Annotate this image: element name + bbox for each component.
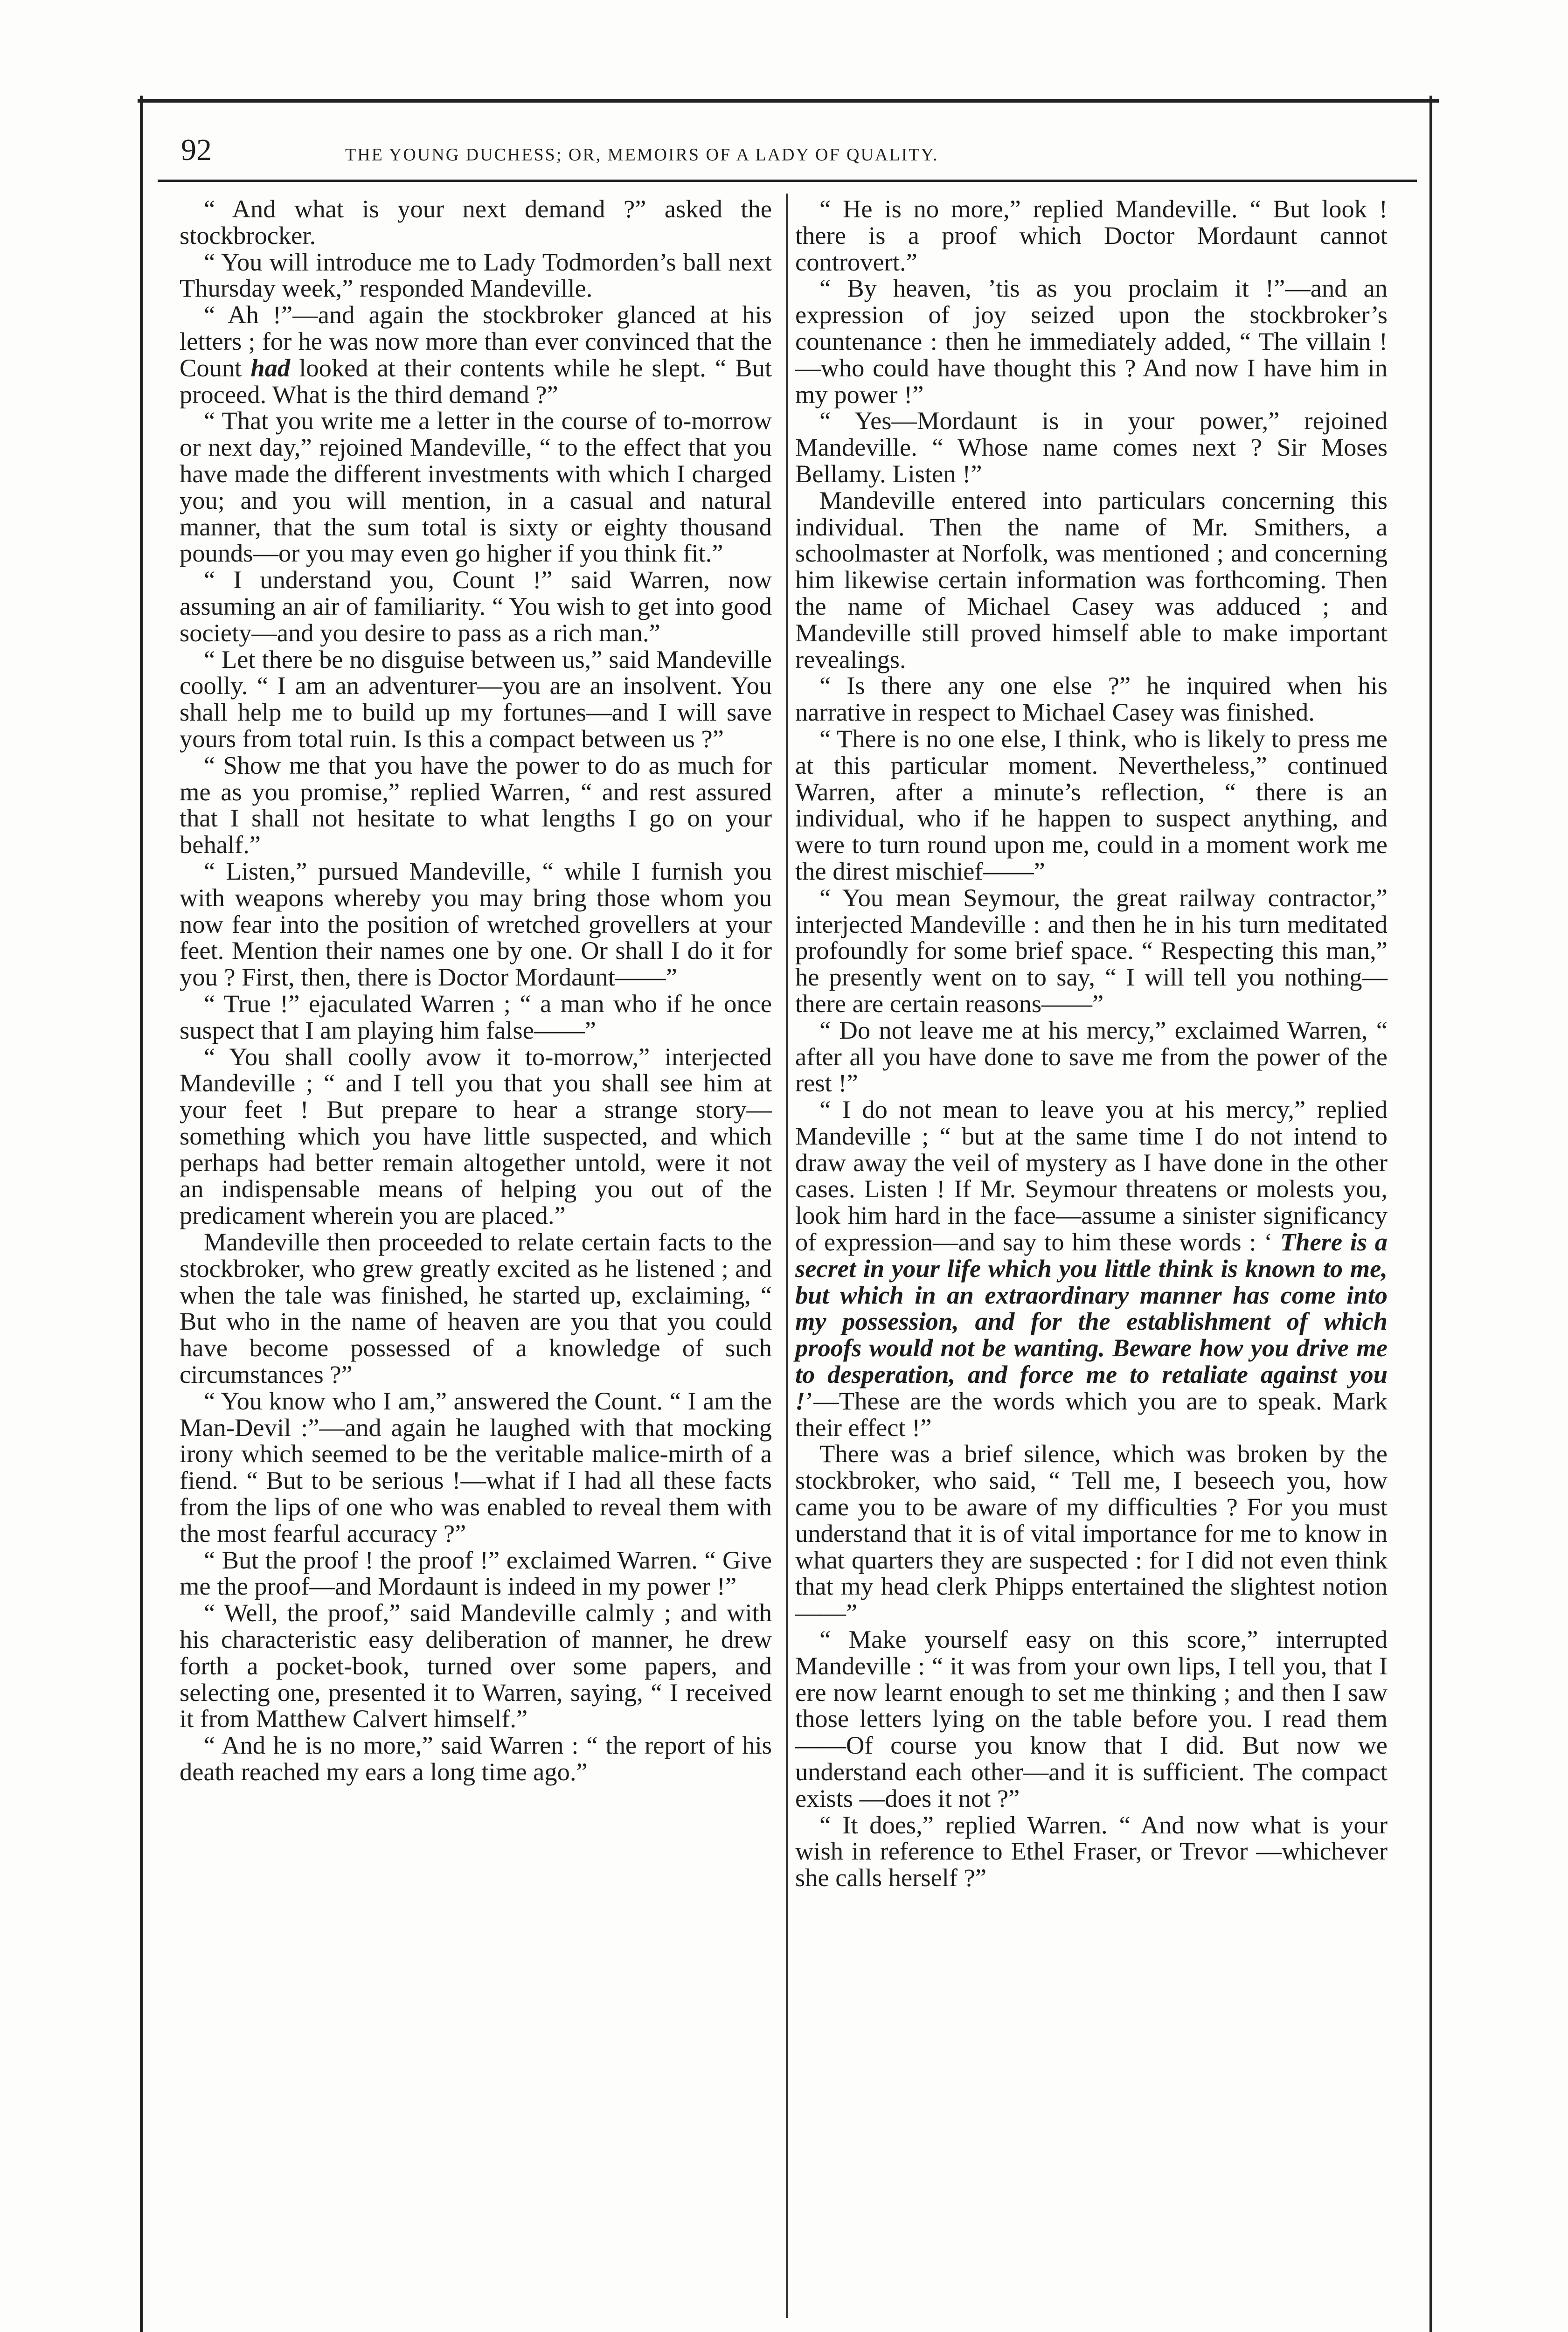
- left-border-rule: [140, 96, 143, 2332]
- paragraph: “ That you write me a letter in the course of to-morrow or next day,” rejoined Mandeville, “ to the effect that you have made the different investments with which I charged you; and you will mention, in a casual and natural manner, that the sum total is sixty or eighty thousand pounds—or you may even go higher if you think fit.”: [180, 406, 772, 568]
- right-border-rule: [1429, 96, 1432, 2332]
- paragraph: “ Let there be no disguise between us,” said Mandeville coolly. “ I am an adventurer—you are an insolvent. You shall help me to build up my fortunes—and I will save yours from total ruin. Is this a compact between us ?”: [180, 645, 772, 753]
- paragraph: “ Listen,” pursued Mandeville, “ while I furnish you with weapons whereby you may bring those whom you now fear into the position of wretched grovellers at your feet. Mention their names one by one. Or shall I do it for you ? First, then, there is Doctor Mordaunt——”: [180, 856, 772, 992]
- paragraph: “ He is no more,” replied Mandeville. “ But look ! there is a proof which Doctor Mordaunt cannot controvert.”: [795, 194, 1388, 276]
- top-border-rule: [138, 99, 1439, 103]
- paragraph: “ You know who I am,” answered the Count. “ I am the Man-Devil :”—and again he laughed with that mocking irony which seemed to be the veritable malice-mirth of a fiend. “ But to be serious !—what if I had all these facts from the lips of one who was enabled to reveal them with the most fearful accuracy ?”: [180, 1386, 772, 1548]
- paragraph: “ You mean Seymour, the great railway contractor,” interjected Mandeville : and then he in his turn meditated profoundly for some brief space. “ Respecting this man,” he presently went on to say, “ I will tell you nothing—there are certain reasons——”: [795, 883, 1388, 1018]
- right-column: [795, 196, 1388, 1891]
- italic-quotation: There is a secret in your life which you little think is known to me, but which in an extraordinary manner has come into my possession, and for the establishment of which proofs would not be wanting. Beware how you drive me to desperation, and force me to retaliate against you !: [795, 1228, 1388, 1415]
- paragraph: “ But the proof ! the proof !” exclaimed Warren. “ Give me the proof—and Mordaunt is indeed in my power !”: [180, 1545, 772, 1601]
- paragraph: “ There is no one else, I think, who is likely to press me at this particular moment. Nevertheless,” continued Warren, after a minute’s reflection, “ there is an individual, who if he happen to suspect anything, and were to turn round upon me, could in a moment work me the direst mischief——”: [795, 724, 1388, 885]
- paragraph: Mandeville entered into particulars concerning this individual. Then the name of Mr. Smithers, a schoolmaster at Norfolk, was mentioned ; and concerning him likewise certain information was forthcoming. Then the name of Michael Casey was adduced ; and Mandeville still proved himself able to make important revealings.: [795, 486, 1388, 673]
- paragraph: [180, 302, 772, 408]
- page-number: 92: [181, 133, 212, 167]
- paragraph-text: “ I do not mean to leave you at his mercy,” replied Mandeville ; “ but at the same time I do not intend to draw away the veil of mystery as I have done in the other cases. Listen ! If Mr. Seymour threatens or molests you, look him hard in the face—assume a sinister significancy of expression—and say to him these words : ‘: [795, 1095, 1388, 1256]
- paragraph: “ By heaven, ’tis as you proclaim it !”—and an expression of joy seized upon the stockbroker’s countenance : then he immediately added, “ The villain !—who could have thought this ? And now I have him in my power !”: [795, 274, 1388, 409]
- left-column: [180, 196, 772, 1785]
- paragraph: “ Yes—Mordaunt is in your power,” rejoined Mandeville. “ Whose name comes next ? Sir Moses Bellamy. Listen !”: [795, 406, 1388, 488]
- paragraph: There was a brief silence, which was broken by the stockbroker, who said, “ Tell me, I beseech you, how came you to be aware of my difficulties ? For you must understand that it is of vital importance for me to know in what quarters they are suspected : for I did not even think that my head clerk Phipps entertained the slightest notion——”: [795, 1439, 1388, 1627]
- paragraph: “ And he is no more,” said Warren : “ the report of his death reached my ears a long time ago.”: [180, 1731, 772, 1786]
- paragraph-text: ’—These are the words which you are to speak. Mark their effect !”: [795, 1386, 1388, 1442]
- paragraph: “ I understand you, Count !” said Warren, now assuming an air of familiarity. “ You wish to get into good society—and you desire to pass as a rich man.”: [180, 565, 772, 647]
- column-divider: [786, 194, 788, 2318]
- paragraph: “ It does,” replied Warren. “ And now what is your wish in reference to Ethel Fraser, or Trevor —whichever she calls herself ?”: [795, 1810, 1388, 1892]
- paragraph: [795, 1097, 1388, 1441]
- paragraph-text: “ Ah !”—and again the stockbroker glanced at his letters ; for he was now more than ever convinced that the Count: [180, 300, 772, 382]
- paragraph: “ And what is your next demand ?” asked the stockbrocker.: [180, 194, 772, 250]
- paragraph: “ You will introduce me to Lady Todmorden’s ball next Thursday week,” responded Mandeville.: [180, 247, 772, 303]
- paragraph: “ Is there any one else ?” he inquired when his narrative in respect to Michael Casey was finished.: [795, 671, 1388, 727]
- paragraph: “ Show me that you have the power to do as much for me as you promise,” replied Warren, “ and rest assured that I shall not hesitate to what lengths I go on your behalf.”: [180, 750, 772, 859]
- paragraph-text: looked at their contents while he slept. “ But proceed. What is the third demand ?”: [180, 353, 772, 409]
- paragraph: “ True !” ejaculated Warren ; “ a man who if he once suspect that I am playing him false——”: [180, 989, 772, 1044]
- running-title: THE YOUNG DUCHESS; OR, MEMOIRS OF A LADY OF QUALITY.: [345, 145, 939, 165]
- paragraph: “ You shall coolly avow it to-morrow,” interjected Mandeville ; “ and I tell you that you shall see him at your feet ! But prepare to hear a strange story—something which you have little suspected, and which perhaps had better remain altogether untold, were it not an indispensable means of helping you out of the predicament wherein you are placed.”: [180, 1042, 772, 1230]
- paragraph: “ Well, the proof,” said Mandeville calmly ; and with his characteristic easy deliberation of manner, he drew forth a pocket-book, turned over some papers, and selecting one, presented it to Warren, saying, “ I received it from Matthew Calvert himself.”: [180, 1598, 772, 1733]
- header-rule: [158, 180, 1417, 182]
- italic-emphasis: had: [250, 353, 291, 382]
- paragraph: “ Do not leave me at his mercy,” exclaimed Warren, “ after all you have done to save me from the power of the rest !”: [795, 1015, 1388, 1097]
- paragraph: Mandeville then proceeded to relate certain facts to the stockbroker, who grew greatly excited as he listened ; and when the tale was finished, he started up, exclaiming, “ But who in the name of heaven are you that you could have become possessed of a knowledge of such circumstances ?”: [180, 1228, 772, 1389]
- paragraph: “ Make yourself easy on this score,” interrupted Mandeville : “ it was from your own lips, I tell you, that I ere now learnt enough to set me thinking ; and then I saw those letters lying on the table before you. I read them——Of course you know that I did. But now we understand each other—and it is sufficient. The compact exists —does it not ?”: [795, 1625, 1388, 1812]
